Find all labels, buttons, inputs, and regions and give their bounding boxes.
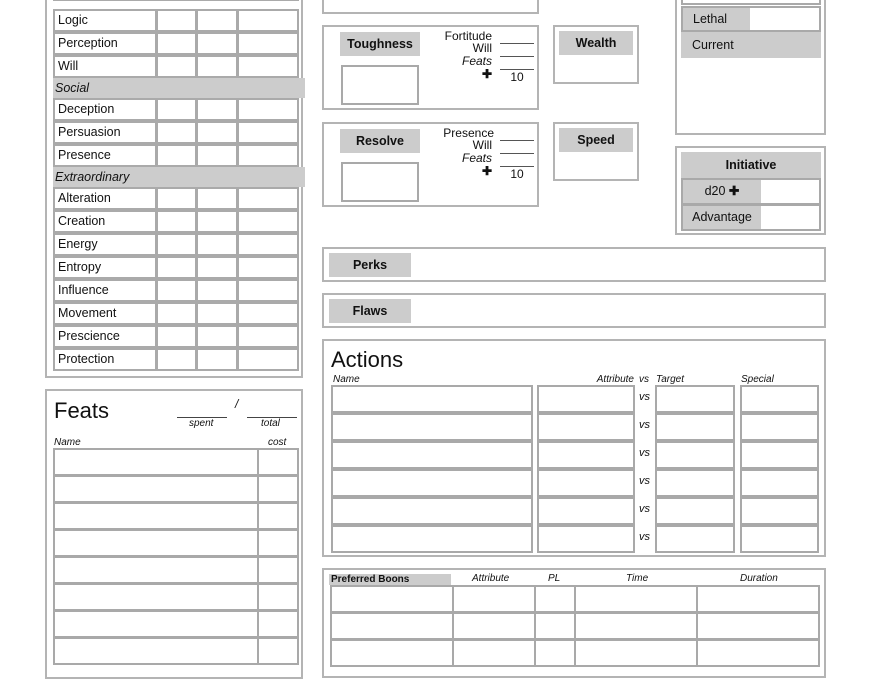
- toughness-base-value: 10: [510, 70, 524, 84]
- skill-field[interactable]: [237, 279, 299, 302]
- feat-row: [53, 529, 299, 557]
- skill-name: Entropy: [53, 256, 157, 279]
- speed-label: Speed: [559, 128, 633, 152]
- skill-field[interactable]: [237, 144, 299, 167]
- top-defense-panel: [322, 0, 539, 14]
- skill-name: Creation: [53, 210, 157, 233]
- resolve-presence-label: Presence: [443, 126, 494, 140]
- initiative-d20-field[interactable]: [761, 180, 819, 203]
- skill-field[interactable]: [156, 325, 197, 348]
- boon-time-field[interactable]: [574, 585, 698, 613]
- boon-duration-field[interactable]: [696, 639, 820, 667]
- skill-field[interactable]: [196, 233, 238, 256]
- feat-row: [53, 556, 299, 584]
- skill-field[interactable]: [237, 302, 299, 325]
- skill-field[interactable]: [156, 210, 197, 233]
- boons-panel: [322, 568, 826, 678]
- boon-pl-field[interactable]: [534, 585, 576, 613]
- boon-duration-field[interactable]: [696, 612, 820, 640]
- skill-field[interactable]: [196, 279, 238, 302]
- action-target-field[interactable]: [655, 525, 735, 553]
- actions-name-header: Name: [333, 374, 360, 385]
- action-row: [331, 413, 819, 441]
- action-attribute-field[interactable]: [537, 413, 635, 441]
- boons-attribute-header: Attribute: [472, 573, 510, 584]
- boon-row: [330, 585, 820, 613]
- perks-label: Perks: [329, 253, 411, 277]
- action-special-field[interactable]: [740, 413, 819, 441]
- feat-name-field[interactable]: [53, 529, 259, 557]
- skill-field[interactable]: [196, 325, 238, 348]
- feat-cost-field[interactable]: [257, 502, 299, 530]
- resolve-presence-field[interactable]: [500, 140, 534, 141]
- boons-title: Preferred Boons: [329, 574, 451, 585]
- action-name-field[interactable]: [331, 497, 533, 525]
- feats-panel: [45, 389, 303, 679]
- skill-field[interactable]: [237, 187, 299, 210]
- resolve-will-field[interactable]: [500, 153, 534, 154]
- action-name-field[interactable]: [331, 469, 533, 497]
- skill-field[interactable]: [237, 9, 299, 32]
- toughness-fortitude-label: Fortitude: [444, 29, 492, 43]
- skill-field[interactable]: [237, 0, 299, 1]
- resolve-base-value: 10: [510, 167, 524, 181]
- advantage-label: Advantage: [683, 206, 761, 229]
- skill-name: Influence: [53, 279, 157, 302]
- plus-icon: ✚: [481, 67, 492, 81]
- boon-name-field[interactable]: [330, 639, 454, 667]
- initiative-advantage-row: [681, 204, 821, 231]
- boon-row: [330, 639, 820, 667]
- vs-label: vs: [639, 419, 650, 431]
- initiative-advantage-field[interactable]: [761, 206, 819, 229]
- action-special-field[interactable]: [740, 497, 819, 525]
- action-name-field[interactable]: [331, 385, 533, 413]
- vs-label: vs: [639, 391, 650, 403]
- category-social: Social: [53, 78, 305, 98]
- skill-name: Perception: [53, 32, 157, 55]
- actions-target-header: Target: [656, 374, 684, 385]
- skill-name: Persuasion: [53, 121, 157, 144]
- action-target-field[interactable]: [655, 469, 735, 497]
- speed-panel[interactable]: [553, 122, 639, 181]
- boon-row: [330, 612, 820, 640]
- initiative-title: Initiative: [681, 152, 821, 178]
- feats-cost-header: cost: [268, 437, 287, 448]
- skill-field[interactable]: [156, 302, 197, 325]
- skill-field[interactable]: [196, 32, 238, 55]
- feats-slash: /: [235, 397, 239, 411]
- boon-name-field[interactable]: [330, 585, 454, 613]
- flaws-label: Flaws: [329, 299, 411, 323]
- boons-duration-header: Duration: [740, 573, 778, 584]
- initiative-panel: [675, 146, 826, 235]
- skill-name: Presence: [53, 144, 157, 167]
- toughness-label: Toughness: [340, 32, 420, 56]
- health-top-field[interactable]: [681, 0, 821, 5]
- action-row: [331, 497, 819, 525]
- actions-title: Actions: [331, 347, 404, 372]
- skill-field[interactable]: [156, 144, 197, 167]
- feats-title: Feats: [54, 398, 110, 423]
- feat-cost-field[interactable]: [257, 448, 299, 476]
- feats-name-header: Name: [54, 437, 81, 448]
- skill-field[interactable]: [196, 9, 238, 32]
- skill-name: Protection: [53, 348, 157, 371]
- feat-name-field[interactable]: [53, 475, 259, 503]
- action-special-field[interactable]: [740, 441, 819, 469]
- action-attribute-field[interactable]: [537, 497, 635, 525]
- plus-icon: ✚: [728, 184, 740, 198]
- feat-row: [53, 475, 299, 503]
- wealth-label: Wealth: [559, 31, 633, 55]
- skill-field[interactable]: [237, 348, 299, 371]
- action-attribute-field[interactable]: [537, 385, 635, 413]
- toughness-fortitude-field[interactable]: [500, 43, 534, 44]
- action-attribute-field[interactable]: [537, 525, 635, 553]
- action-target-field[interactable]: [655, 413, 735, 441]
- toughness-value-field[interactable]: [341, 65, 419, 105]
- boon-attribute-field[interactable]: [452, 639, 536, 667]
- actions-attribute-header: Attribute: [596, 374, 634, 385]
- action-attribute-field[interactable]: [537, 441, 635, 469]
- skill-name: Logic: [53, 9, 157, 32]
- boon-name-field[interactable]: [330, 612, 454, 640]
- resolve-panel: [322, 122, 539, 207]
- plus-icon: ✚: [481, 164, 492, 178]
- vs-label: vs: [639, 531, 650, 543]
- skill-field[interactable]: [196, 98, 238, 121]
- feat-cost-field[interactable]: [257, 583, 299, 611]
- skill-field[interactable]: [196, 0, 238, 1]
- perks-panel[interactable]: [322, 247, 826, 282]
- flaws-panel[interactable]: [322, 293, 826, 328]
- category-extraordinary: Extraordinary: [53, 167, 305, 187]
- skill-field[interactable]: [156, 121, 197, 144]
- skill-field[interactable]: [237, 32, 299, 55]
- boon-duration-field[interactable]: [696, 585, 820, 613]
- action-special-field[interactable]: [740, 469, 819, 497]
- action-name-field[interactable]: [331, 525, 533, 553]
- skill-name: Movement: [53, 302, 157, 325]
- resolve-label: Resolve: [340, 129, 420, 153]
- current-health-field[interactable]: [681, 60, 821, 130]
- feat-row: [53, 583, 299, 611]
- action-target-field[interactable]: [655, 441, 735, 469]
- toughness-feats-label: Feats: [461, 54, 492, 68]
- initiative-d20-row: [681, 178, 821, 205]
- skill-field[interactable]: [156, 256, 197, 279]
- action-row: [331, 385, 819, 413]
- feat-cost-field[interactable]: [257, 637, 299, 665]
- action-row: [331, 441, 819, 469]
- skill-field[interactable]: [196, 302, 238, 325]
- d20-text: d20: [704, 184, 726, 198]
- skill-field[interactable]: [237, 256, 299, 279]
- skill-field[interactable]: [156, 9, 197, 32]
- feats-spent-label: spent: [189, 418, 214, 429]
- action-target-field[interactable]: [655, 497, 735, 525]
- skill-field[interactable]: [156, 348, 197, 371]
- feat-row: [53, 448, 299, 476]
- boon-pl-field[interactable]: [534, 612, 576, 640]
- toughness-panel: [322, 25, 539, 110]
- actions-panel: [322, 339, 826, 557]
- feat-name-field[interactable]: [53, 556, 259, 584]
- feat-row: [53, 502, 299, 530]
- feat-name-field[interactable]: [53, 610, 259, 638]
- skill-name: [53, 0, 157, 1]
- feat-cost-field[interactable]: [257, 556, 299, 584]
- d20-label: [683, 180, 761, 203]
- skill-field[interactable]: [156, 279, 197, 302]
- action-attribute-field[interactable]: [537, 469, 635, 497]
- skill-field[interactable]: [237, 325, 299, 348]
- vs-label: vs: [639, 475, 650, 487]
- feat-name-field[interactable]: [53, 448, 259, 476]
- boon-time-field[interactable]: [574, 612, 698, 640]
- actions-special-header: Special: [741, 374, 774, 385]
- skill-field[interactable]: [237, 121, 299, 144]
- skill-name: Energy: [53, 233, 157, 256]
- skill-field[interactable]: [156, 55, 197, 78]
- skill-name: Prescience: [53, 325, 157, 348]
- skill-field[interactable]: [156, 98, 197, 121]
- lethal-row: [681, 6, 821, 32]
- skill-name: Will: [53, 55, 157, 78]
- skill-field[interactable]: [196, 144, 238, 167]
- lethal-field[interactable]: [750, 8, 819, 30]
- boons-pl-header: PL: [548, 573, 561, 584]
- resolve-will-label: Will: [472, 138, 492, 152]
- feat-row: [53, 637, 299, 665]
- feat-cost-field[interactable]: [257, 475, 299, 503]
- boon-pl-field[interactable]: [534, 639, 576, 667]
- feat-name-field[interactable]: [53, 583, 259, 611]
- toughness-will-label: Will: [472, 41, 492, 55]
- skill-field[interactable]: [196, 121, 238, 144]
- skill-field[interactable]: [237, 210, 299, 233]
- skill-field[interactable]: [196, 348, 238, 371]
- skill-field[interactable]: [156, 32, 197, 55]
- vs-label: vs: [639, 447, 650, 459]
- feats-total-label: total: [261, 418, 280, 429]
- boon-attribute-field[interactable]: [452, 612, 536, 640]
- skill-name: Deception: [53, 98, 157, 121]
- skill-field[interactable]: [196, 210, 238, 233]
- feat-name-field[interactable]: [53, 637, 259, 665]
- resolve-value-field[interactable]: [341, 162, 419, 202]
- skill-field[interactable]: [196, 256, 238, 279]
- boons-time-header: Time: [626, 573, 649, 584]
- wealth-panel[interactable]: [553, 25, 639, 84]
- vs-label: vs: [639, 503, 650, 515]
- skill-field[interactable]: [156, 0, 197, 1]
- skill-field[interactable]: [237, 55, 299, 78]
- resolve-feats-label: Feats: [461, 151, 492, 165]
- actions-vs-header: vs: [639, 374, 649, 385]
- action-name-field[interactable]: [331, 441, 533, 469]
- lethal-label: Lethal: [683, 8, 750, 30]
- health-panel: [675, 0, 826, 135]
- action-row: [331, 525, 819, 553]
- skill-field[interactable]: [156, 233, 197, 256]
- skills-panel: [45, 0, 303, 378]
- action-special-field[interactable]: [740, 525, 819, 553]
- action-name-field[interactable]: [331, 413, 533, 441]
- skill-field[interactable]: [237, 98, 299, 121]
- action-row: [331, 469, 819, 497]
- feat-row: [53, 610, 299, 638]
- current-label: Current: [681, 32, 821, 58]
- skill-field[interactable]: [196, 55, 238, 78]
- skill-field[interactable]: [196, 187, 238, 210]
- toughness-will-field[interactable]: [500, 56, 534, 57]
- feat-name-field[interactable]: [53, 502, 259, 530]
- boon-time-field[interactable]: [574, 639, 698, 667]
- feat-cost-field[interactable]: [257, 610, 299, 638]
- skill-name: Alteration: [53, 187, 157, 210]
- skill-field[interactable]: [156, 187, 197, 210]
- boon-attribute-field[interactable]: [452, 585, 536, 613]
- skill-field[interactable]: [237, 233, 299, 256]
- action-target-field[interactable]: [655, 385, 735, 413]
- action-special-field[interactable]: [740, 385, 819, 413]
- feat-cost-field[interactable]: [257, 529, 299, 557]
